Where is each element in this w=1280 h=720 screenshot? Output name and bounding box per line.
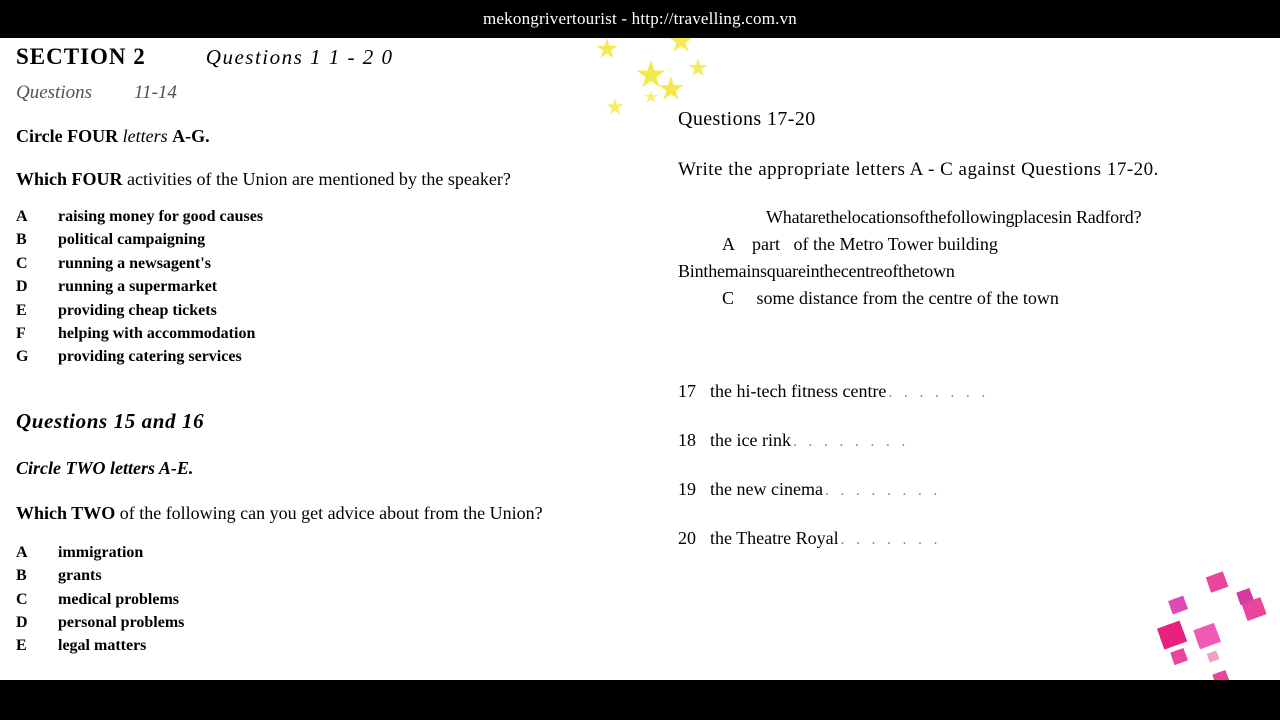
question-text: the Theatre Royal [710, 528, 839, 548]
questions-word: Questions [16, 82, 92, 103]
question-number: 20 [678, 528, 696, 548]
option-letter: D [16, 278, 28, 296]
option-text: medical problems [58, 590, 180, 608]
option-text: running a newsagent's [58, 254, 211, 272]
option-letter: E [16, 637, 27, 655]
watermark-text: mekongrivertourist - http://travelling.com.vn [483, 9, 797, 28]
questions-numbers: 11-14 [134, 82, 177, 103]
table-row [678, 528, 1258, 549]
locations-prompt: Whatarethelocationsofthefollowingplacesin Radford? [766, 207, 1142, 227]
heart-icon [1168, 596, 1188, 615]
question-number: 17 [678, 381, 696, 401]
star-icon [688, 58, 708, 78]
questions-15-16-heading: Questions 15 and 16 [16, 408, 205, 433]
watermark-bar [0, 0, 1280, 38]
option-letter: C [16, 590, 28, 608]
heart-icon [1242, 597, 1267, 621]
option-text: raising money for good causes [58, 208, 264, 225]
answer-dots: . . . . . . . . [824, 483, 942, 499]
section-questions-range: Questions 1 1 - 2 0 [205, 45, 394, 69]
question-number: 18 [678, 430, 696, 450]
question-number: 19 [678, 479, 696, 499]
option-letter: F [16, 325, 26, 343]
questions-17-20-heading: Questions 17-20 [678, 108, 816, 130]
list-item [16, 612, 636, 634]
question-stem-15-16 [16, 503, 636, 524]
answer-rows [678, 381, 1258, 549]
option-text: grants [58, 567, 102, 585]
star-icon [668, 38, 694, 54]
question-stem-11-14 [16, 169, 636, 190]
option-text: political campaigning [58, 231, 206, 249]
heart-icon [1236, 588, 1254, 605]
star-icon [658, 76, 684, 102]
option-letter: B [16, 567, 27, 585]
table-row [678, 479, 1258, 500]
list-item [16, 253, 636, 275]
answer-dots: . . . . . . . . [792, 434, 910, 450]
question-stem-11-14-bold: Which FOUR [16, 169, 123, 189]
list-item [16, 565, 636, 587]
heart-icon [1193, 623, 1221, 649]
instruction-circle-two: Circle TWO letters A-E. [16, 457, 194, 478]
list-item [16, 635, 636, 657]
location-option-c: C some distance from the centre of the town [722, 288, 1059, 308]
list-item [16, 229, 636, 251]
star-icon [644, 90, 658, 104]
answer-dots: . . . . . . . [840, 532, 942, 548]
heart-icon [1170, 648, 1188, 665]
option-letter: B [16, 231, 27, 249]
options-list-15-16 [16, 542, 636, 658]
worksheet-page [0, 38, 1280, 680]
instruction-circle-four-range: A-G. [172, 126, 210, 146]
heart-icon [1207, 651, 1219, 663]
option-text: providing catering services [58, 348, 242, 366]
list-item [16, 346, 636, 368]
option-text: helping with accommodation [58, 325, 256, 343]
section-heading [16, 44, 636, 70]
question-text: the hi-tech fitness centre [710, 381, 887, 401]
question-text: the ice rink [710, 430, 791, 450]
question-stem-15-16-rest: of the following can you get advice about from the Union? [115, 502, 543, 523]
option-letter: E [16, 301, 27, 319]
instruction-circle-four-bold: Circle FOUR [16, 126, 119, 146]
star-icon [636, 60, 666, 90]
list-item [16, 300, 636, 322]
option-letter: A [16, 543, 28, 561]
option-letter: G [16, 348, 29, 366]
list-item [16, 276, 636, 298]
question-stem-11-14-rest: activities of the Union are mentioned by the speaker? [122, 169, 511, 189]
question-stem-15-16-bold: Which TWO [16, 502, 116, 523]
instruction-circle-four-italic: letters [118, 126, 173, 146]
list-item [16, 589, 636, 611]
list-item [16, 542, 636, 564]
table-row [678, 381, 1258, 402]
option-text: immigration [58, 543, 144, 561]
player-bottom-bar [0, 680, 1280, 720]
option-letter: A [16, 208, 28, 225]
section-label: SECTION 2 [16, 44, 146, 69]
location-option-a: A part of the Metro Tower building [722, 234, 998, 254]
list-item [16, 323, 636, 345]
option-text: running a supermarket [58, 278, 218, 296]
heart-icon [1212, 670, 1230, 680]
option-text: legal matters [58, 637, 147, 655]
left-column [16, 44, 636, 666]
right-column [678, 108, 1258, 577]
instruction-write-letters: Write the appropriate letters A - C against Questions 17-20. [678, 159, 1159, 180]
option-text: providing cheap tickets [58, 301, 217, 319]
options-list-11-14 [16, 206, 636, 369]
heart-icon [1157, 621, 1187, 650]
table-row [678, 430, 1258, 451]
instruction-circle-four [16, 126, 636, 147]
location-option-b: Binthemainsquareinthecentreofthetown [678, 261, 955, 281]
questions-11-14-heading [16, 82, 636, 104]
option-letter: C [16, 254, 28, 272]
option-letter: D [16, 614, 28, 632]
option-text: personal problems [58, 614, 185, 632]
question-text: the new cinema [710, 479, 823, 499]
answer-dots: . . . . . . . [888, 385, 990, 401]
list-item [16, 206, 636, 228]
